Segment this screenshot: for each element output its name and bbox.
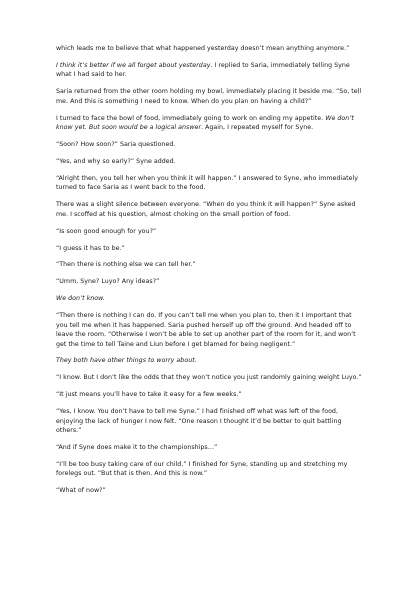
text-run: There was a slight silence between everyone. “When do you think it will happen?” Syne asked me. I scoffed at his question, almost choking on the small portion of food. — [56, 201, 356, 218]
text-run: “What of now?” — [56, 487, 106, 495]
text-run: . I replied to Saria, immediately telling Syne what I had said to her. — [56, 61, 350, 79]
paragraph — [56, 174, 364, 193]
text-run: “Then there is nothing else we can tell her.” — [56, 261, 196, 269]
paragraph — [56, 294, 364, 304]
text-run: . Again, I repeated myself for Syne. — [201, 124, 314, 132]
paragraph — [56, 407, 364, 436]
text-run: “Alright then, you tell her when you think it will happen.” I answered to Syne, who immediately turned to face Saria as I went back to the food. — [56, 174, 358, 192]
paragraph — [56, 200, 364, 219]
text-run: “I’ll be too busy taking care of our child.” I finished for Syne, standing up and stretching my forelegs out. “But that is then. And this is now.” — [56, 460, 348, 478]
text-run: “It just means you’ll have to take it easy for a few weeks.” — [56, 391, 242, 399]
paragraph — [56, 486, 364, 496]
text-run: Saria returned from the other room holding my bowl, immediately placing it beside me. “So, tell me. And this is something I need to know. When do you plan on having a child?” — [56, 88, 362, 105]
text-run: which leads me to believe that what happened yesterday doesn’t mean anything anymore.” — [56, 45, 350, 52]
paragraph — [56, 373, 364, 383]
text-run: “I know. But I don’t like the odds that they won’t notice you just randomly gaining weight Luyo.” — [56, 374, 362, 382]
paragraph — [56, 311, 364, 349]
text-run: “And if Syne does make it to the championships…” — [56, 444, 218, 452]
paragraph — [56, 390, 364, 400]
italic-text: I think it’s better if we all forget about yesterday — [56, 61, 211, 69]
text-run: “Yes, I know. You don’t have to tell me Syne.” I had finished off what was left of the food, enjoying the lack of hunger I now felt. “One reason I thought it’d be better to quit battling others.” — [56, 408, 342, 435]
paragraph — [56, 227, 364, 237]
text-run: “Umm, Syne? Luyo? Any ideas?” — [56, 278, 160, 286]
paragraph — [56, 244, 364, 254]
paragraph — [56, 114, 364, 133]
text-run: “I guess it has to be.” — [56, 244, 125, 252]
text-run: “Yes, and why so early?” Syne added. — [56, 157, 176, 165]
italic-text: We don’t know. — [56, 295, 105, 303]
text-run: “Soon? How soon?” Saria questioned. — [56, 141, 176, 149]
text-run: “Is soon good enough for you?” — [56, 227, 157, 235]
paragraph — [56, 61, 364, 80]
paragraph — [56, 140, 364, 150]
paragraph — [56, 443, 364, 453]
paragraph — [56, 277, 364, 287]
text-run: I turned to face the bowl of food, immediately going to work on ending my appetite. — [56, 114, 326, 122]
italic-text: They both have other things to worry about. — [56, 357, 197, 365]
paragraph — [56, 87, 364, 106]
paragraph — [56, 460, 364, 479]
paragraph — [56, 157, 364, 167]
paragraph — [56, 260, 364, 270]
paragraph — [56, 44, 364, 54]
text-run: “Then there is nothing I can do. If you can’t tell me when you plan to, then it I important that you tell me when it has happened. Saria pushed herself up off the ground. And headed off to leave the room. “Otherwise I won’t be able to set up another part of the room for it, and won’t get the time to tell Taine and Liun before I get blamed for being negligent.” — [56, 312, 356, 348]
italic-text: We don’t know yet. But soon would be a logical answer — [56, 114, 354, 132]
paragraph — [56, 356, 364, 366]
